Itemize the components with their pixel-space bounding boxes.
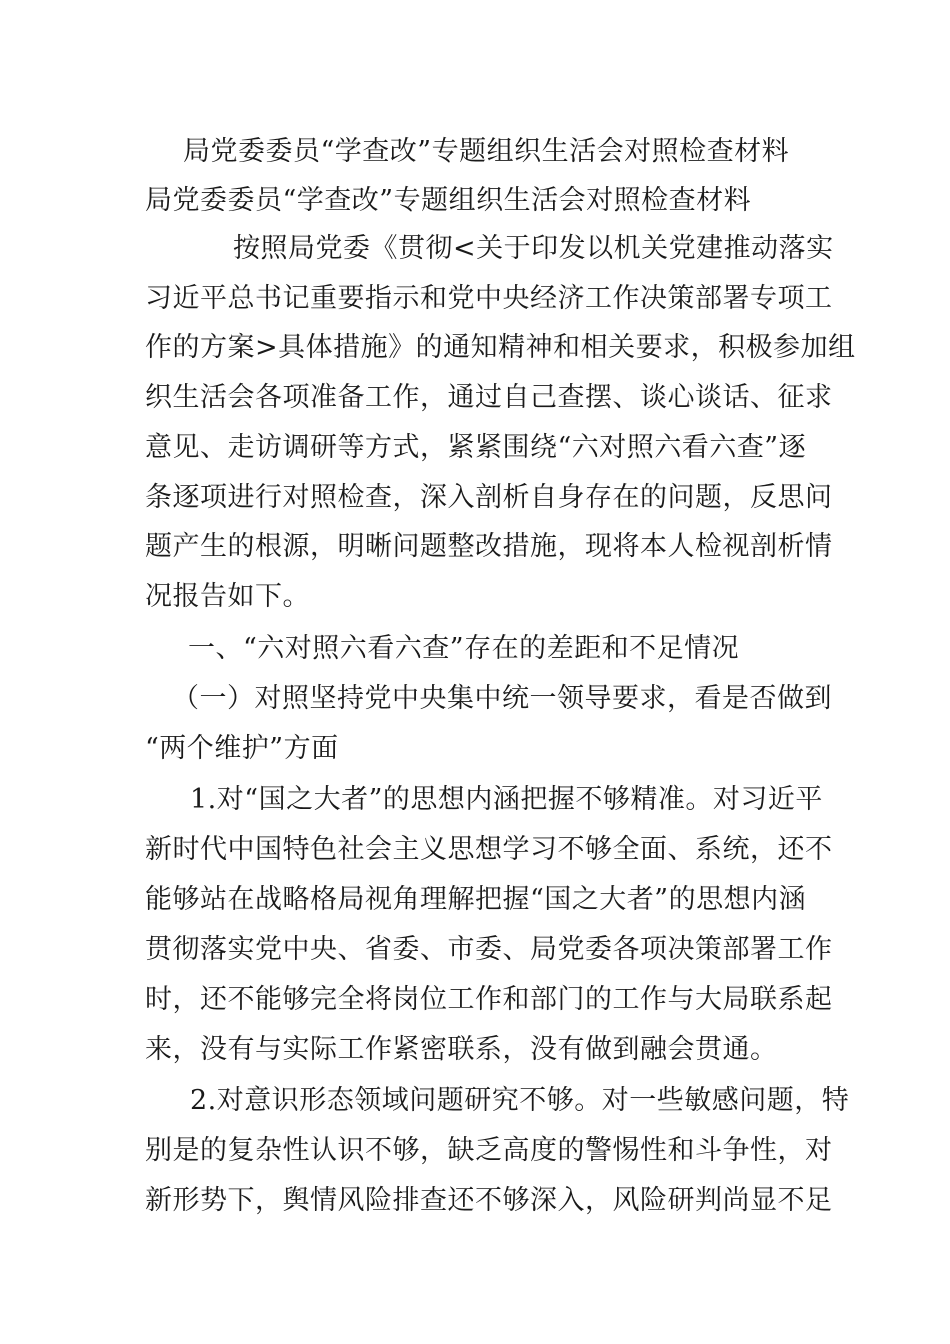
point-1-line: 来，没有与实际工作紧密联系，没有做到融会贯通。: [145, 1034, 778, 1065]
intro-paragraph-line: 作的方案>具体措施》的通知精神和相关要求，积极参加组: [145, 332, 856, 363]
document-title-repeat: 局党委委员“学查改”专题组织生活会对照检查材料: [145, 185, 752, 216]
intro-paragraph-line: 条逐项进行对照检查，深入剖析自身存在的问题，反思问: [145, 482, 833, 513]
point-1-line: 时，还不能够完全将岗位工作和部门的工作与大局联系起: [145, 984, 833, 1015]
point-1-line: 能够站在战略格局视角理解把握“国之大者”的思想内涵: [145, 884, 807, 915]
intro-paragraph-line: 况报告如下。: [145, 581, 310, 612]
intro-paragraph-line: 习近平总书记重要指示和党中央经济工作决策部署专项工: [145, 283, 833, 314]
section-heading: 一、“六对照六看六查”存在的差距和不足情况: [188, 633, 740, 664]
point-1-line: 1.对“国之大者”的思想内涵把握不够精准。对习近平: [190, 784, 823, 815]
point-2-line: 2.对意识形态领域问题研究不够。对一些敏感问题，特: [190, 1085, 850, 1116]
subsection-heading-line: （一）对照坚持党中央集中统一领导要求，看是否做到: [172, 683, 832, 714]
intro-paragraph-line: 织生活会各项准备工作，通过自己查摆、谈心谈话、征求: [145, 382, 833, 413]
intro-paragraph-line: 意见、走访调研等方式，紧紧围绕“六对照六看六查”逐: [145, 432, 807, 463]
point-2-line: 别是的复杂性认识不够，缺乏高度的警惕性和斗争性，对: [145, 1135, 833, 1166]
subsection-heading-line: “两个维护”方面: [145, 733, 339, 764]
point-1-line: 新时代中国特色社会主义思想学习不够全面、系统，还不: [145, 834, 833, 865]
document-title: 局党委委员“学查改”专题组织生活会对照检查材料: [183, 136, 790, 167]
intro-paragraph-line: 题产生的根源，明晰问题整改措施，现将本人检视剖析情: [145, 531, 833, 562]
point-1-line: 贯彻落实党中央、省委、市委、局党委各项决策部署工作: [145, 934, 833, 965]
intro-paragraph-line: 按照局党委《贯彻<关于印发以机关党建推动落实: [233, 233, 834, 264]
point-2-line: 新形势下，舆情风险排查还不够深入，风险研判尚显不足: [145, 1185, 833, 1216]
